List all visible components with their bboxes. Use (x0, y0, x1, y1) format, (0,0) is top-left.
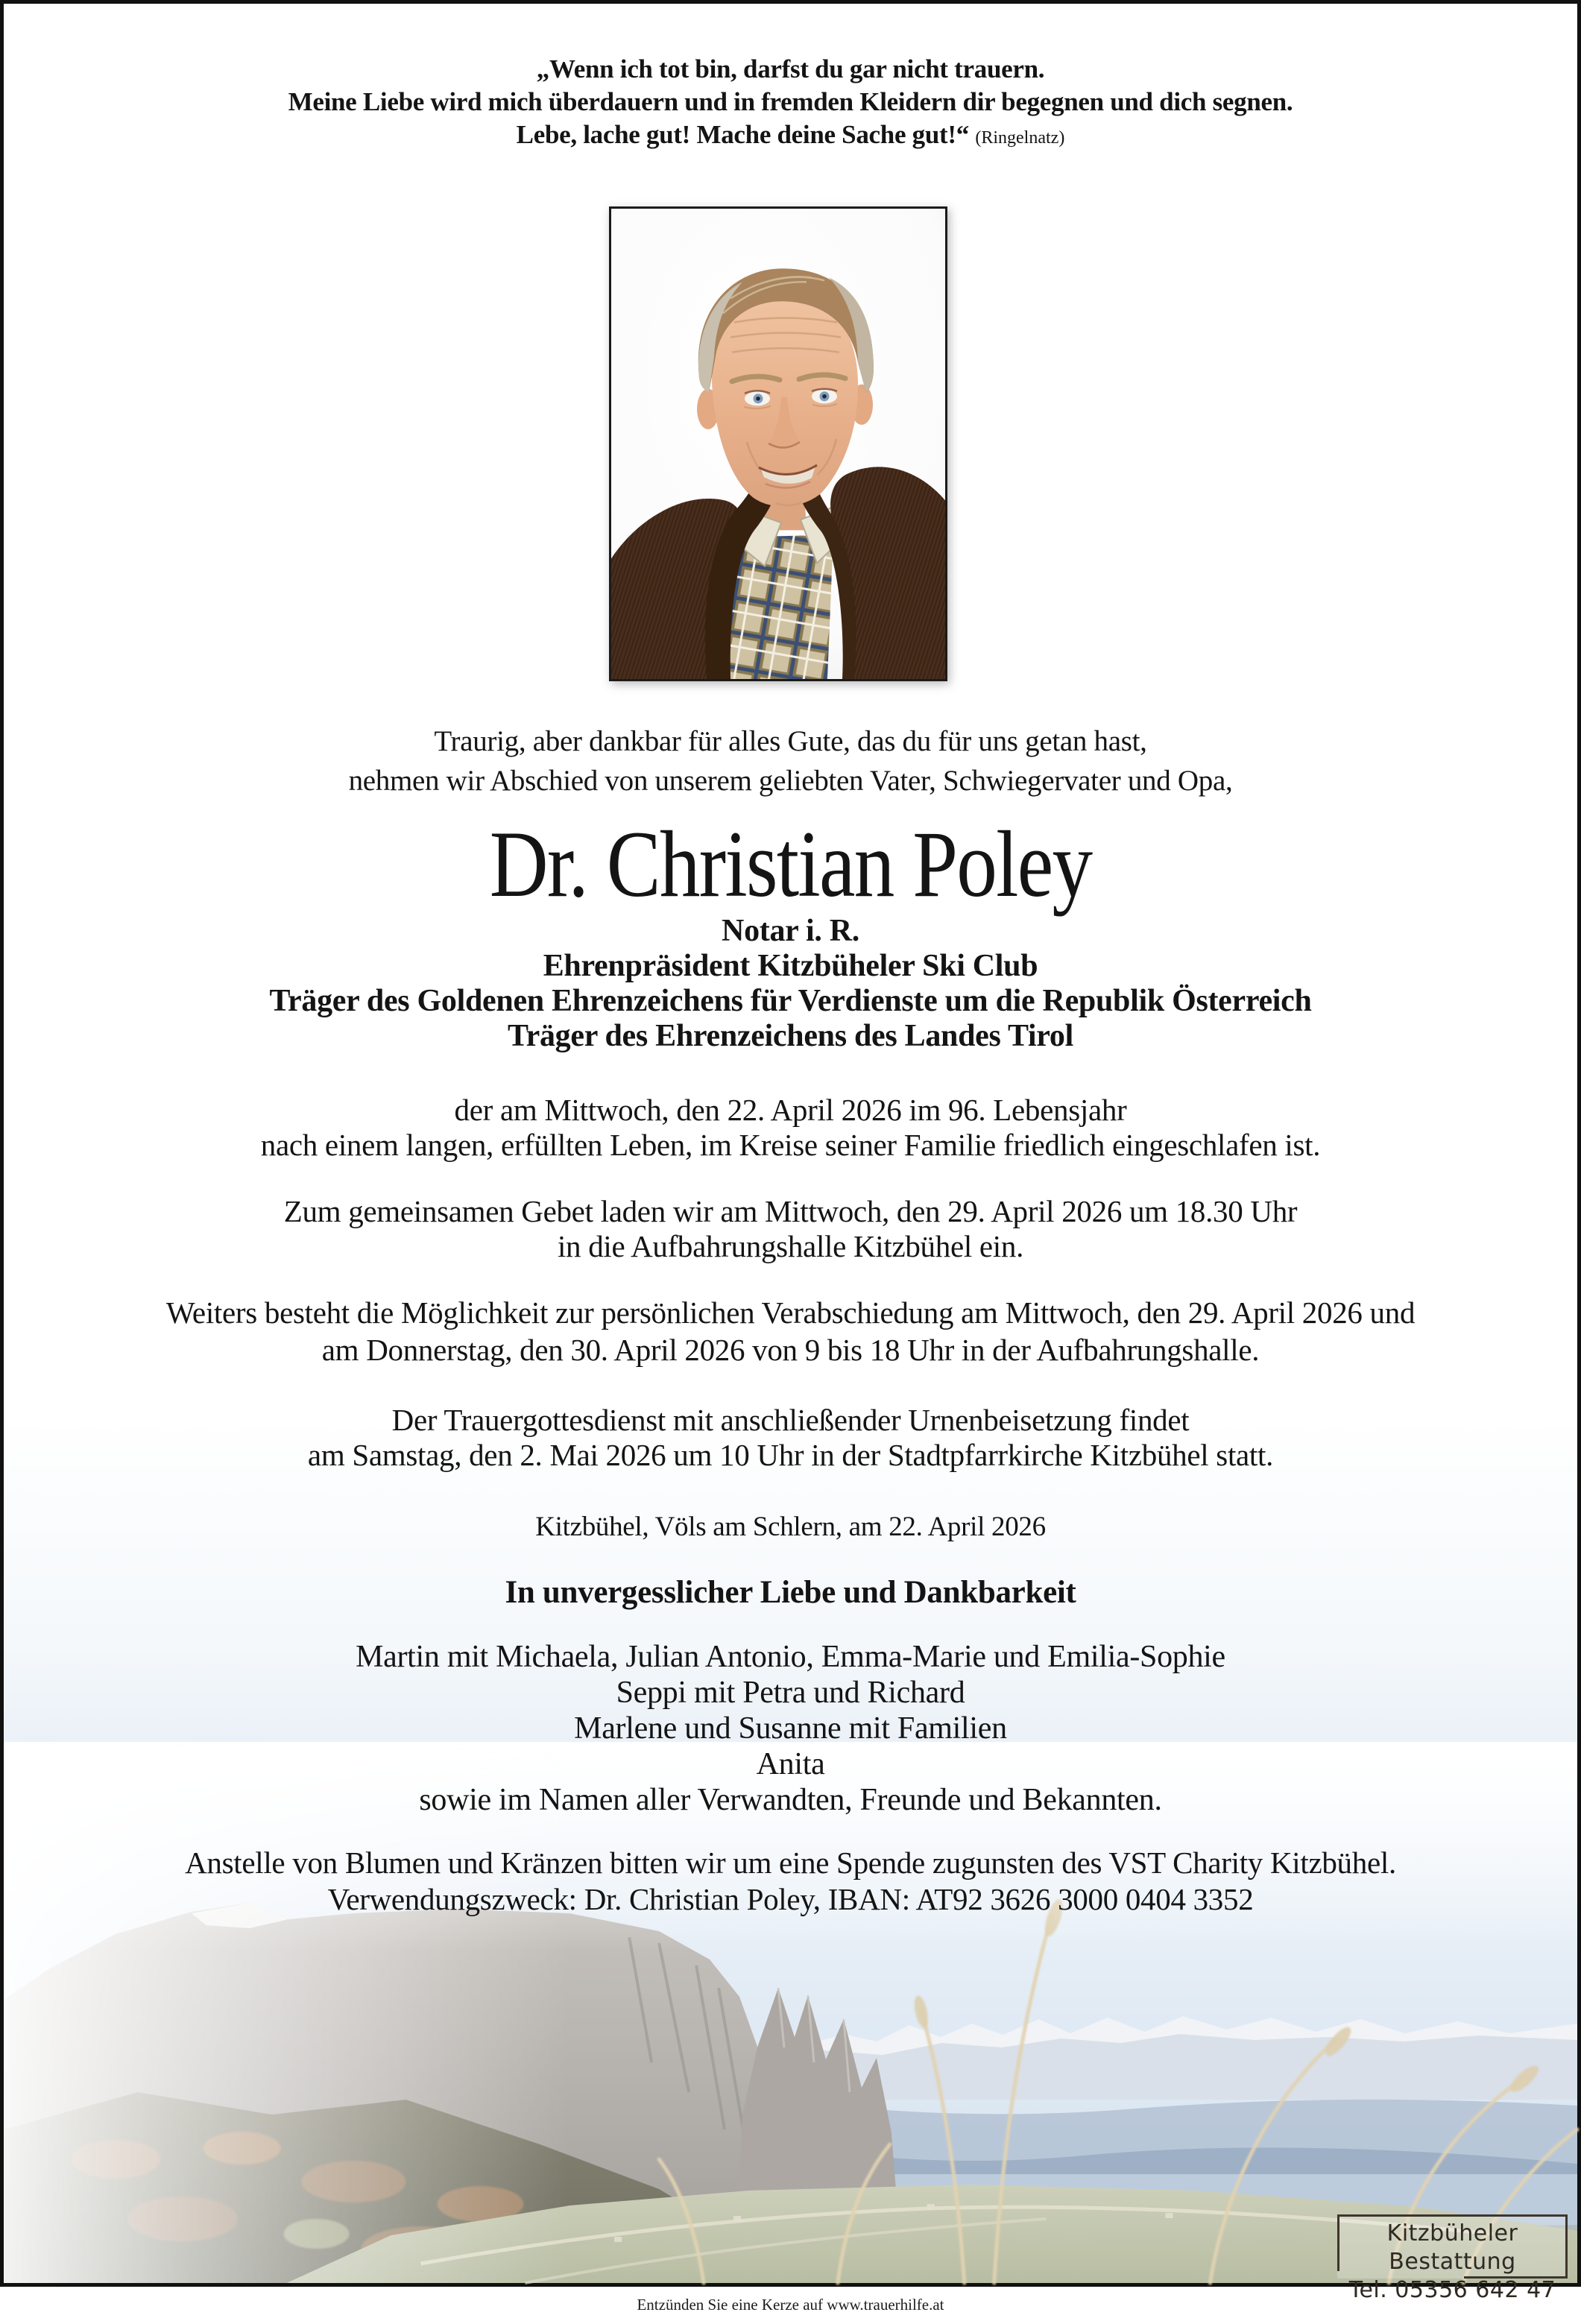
title-line: Träger des Goldenen Ehrenzeichens für Verdienste um die Republik Österreich (269, 984, 1312, 1018)
funeral-home-box (1337, 2214, 1568, 2303)
deceased-name: Dr. Christian Poley (489, 812, 1092, 917)
family-line: Seppi mit Petra und Richard (616, 1676, 965, 1710)
passing-paragraph: der am Mittwoch, den 22. April 2026 im 96. Lebensjahr nach einem langen, erfüllten Leben, im Kreise seiner Familie friedlich eingeschlafen ist. (260, 1093, 1321, 1162)
closing-line: In unvergesslicher Liebe und Dankbarkeit (505, 1575, 1076, 1610)
quote-line: Lebe, lache gut! Mache deine Sache gut!“ (Ringelnatz) (516, 120, 1065, 149)
farewell-paragraph: Weiters besteht die Möglichkeit zur persönlichen Verabschiedung am Mittwoch, den 29. April 2026 und am Donnerstag, den 30. April 2026 von 9 bis 18 Uhr in der Aufbahrungshalle. (165, 1295, 1416, 1367)
donation-note: Anstelle von Blumen und Kränzen bitten wir um eine Spende zugunsten des VST Charity Kitzbühel. Verwendungszweck: Dr. Christian Poley, IBAN: AT92 3626 3000 0404 3352 (4, 1845, 1577, 1918)
family-line: Martin mit Michaela, Julian Antonio, Emma-Marie und Emilia-Sophie (356, 1640, 1225, 1674)
title-line: Notar i. R. (722, 914, 859, 948)
trauerhilfe-link[interactable]: www.trauerhilfe.at (827, 2296, 944, 2314)
title-line: Träger des Ehrenzeichens des Landes Tirol (508, 1019, 1073, 1053)
quote-line: „Wenn ich tot bin, darfst du gar nicht trauern. (536, 54, 1045, 83)
mountain-landscape (4, 1742, 1577, 2283)
family-line: sowie im Namen aller Verwandten, Freunde und Bekannten. (419, 1783, 1162, 1817)
family-line: Marlene und Susanne mit Familien (574, 1711, 1007, 1746)
funeral-home-name: Kitzbüheler Bestattung (1386, 2220, 1518, 2275)
iban-line: Verwendungszweck: Dr. Christian Poley, IBAN: AT92 3626 3000 0404 3352 (327, 1882, 1254, 1916)
family-line: Anita (756, 1747, 825, 1781)
mountain-landscape-image (4, 1742, 1577, 2283)
frame-top (1337, 2214, 1568, 2217)
intro-text: Traurig, aber dankbar für alles Gute, das du für uns getan hast, nehmen wir Abschied von unserem geliebten Vater, Schwiegervater und Opa, (348, 725, 1233, 797)
candle-footer: Entzünden Sie eine Kerze auf www.trauerhilfe.at (637, 2296, 944, 2314)
family-list (4, 1639, 1577, 1818)
opening-quote (4, 53, 1577, 154)
service-paragraph: Der Trauergottesdienst mit anschließender Urnenbeisetzung findet am Samstag, den 2. Mai 2026 um 10 Uhr in der Stadtpfarrkirche Kitzbühel statt. (307, 1403, 1274, 1472)
portrait-photo (609, 206, 947, 681)
title-line: Ehrenpräsident Kitzbüheler Ski Club (543, 949, 1038, 983)
funeral-home-phone: Tel. 05356 642 47 (1348, 2277, 1556, 2303)
portrait-illustration (611, 209, 945, 679)
place-dateline: Kitzbühel, Völs am Schlern, am 22. April 2026 (535, 1512, 1046, 1542)
quote-line: Meine Liebe wird mich überdauern und in fremden Kleidern dir begegnen und dich segnen. (288, 87, 1293, 116)
deceased-titles (4, 914, 1577, 1054)
funeral-home-text (1337, 2220, 1568, 2305)
quote-attribution: (Ringelnatz) (975, 128, 1065, 148)
prayer-paragraph: Zum gemeinsamen Gebet laden wir am Mittwoch, den 29. April 2026 um 18.30 Uhr in die Aufbahrungshalle Kitzbühel ein. (283, 1194, 1298, 1263)
